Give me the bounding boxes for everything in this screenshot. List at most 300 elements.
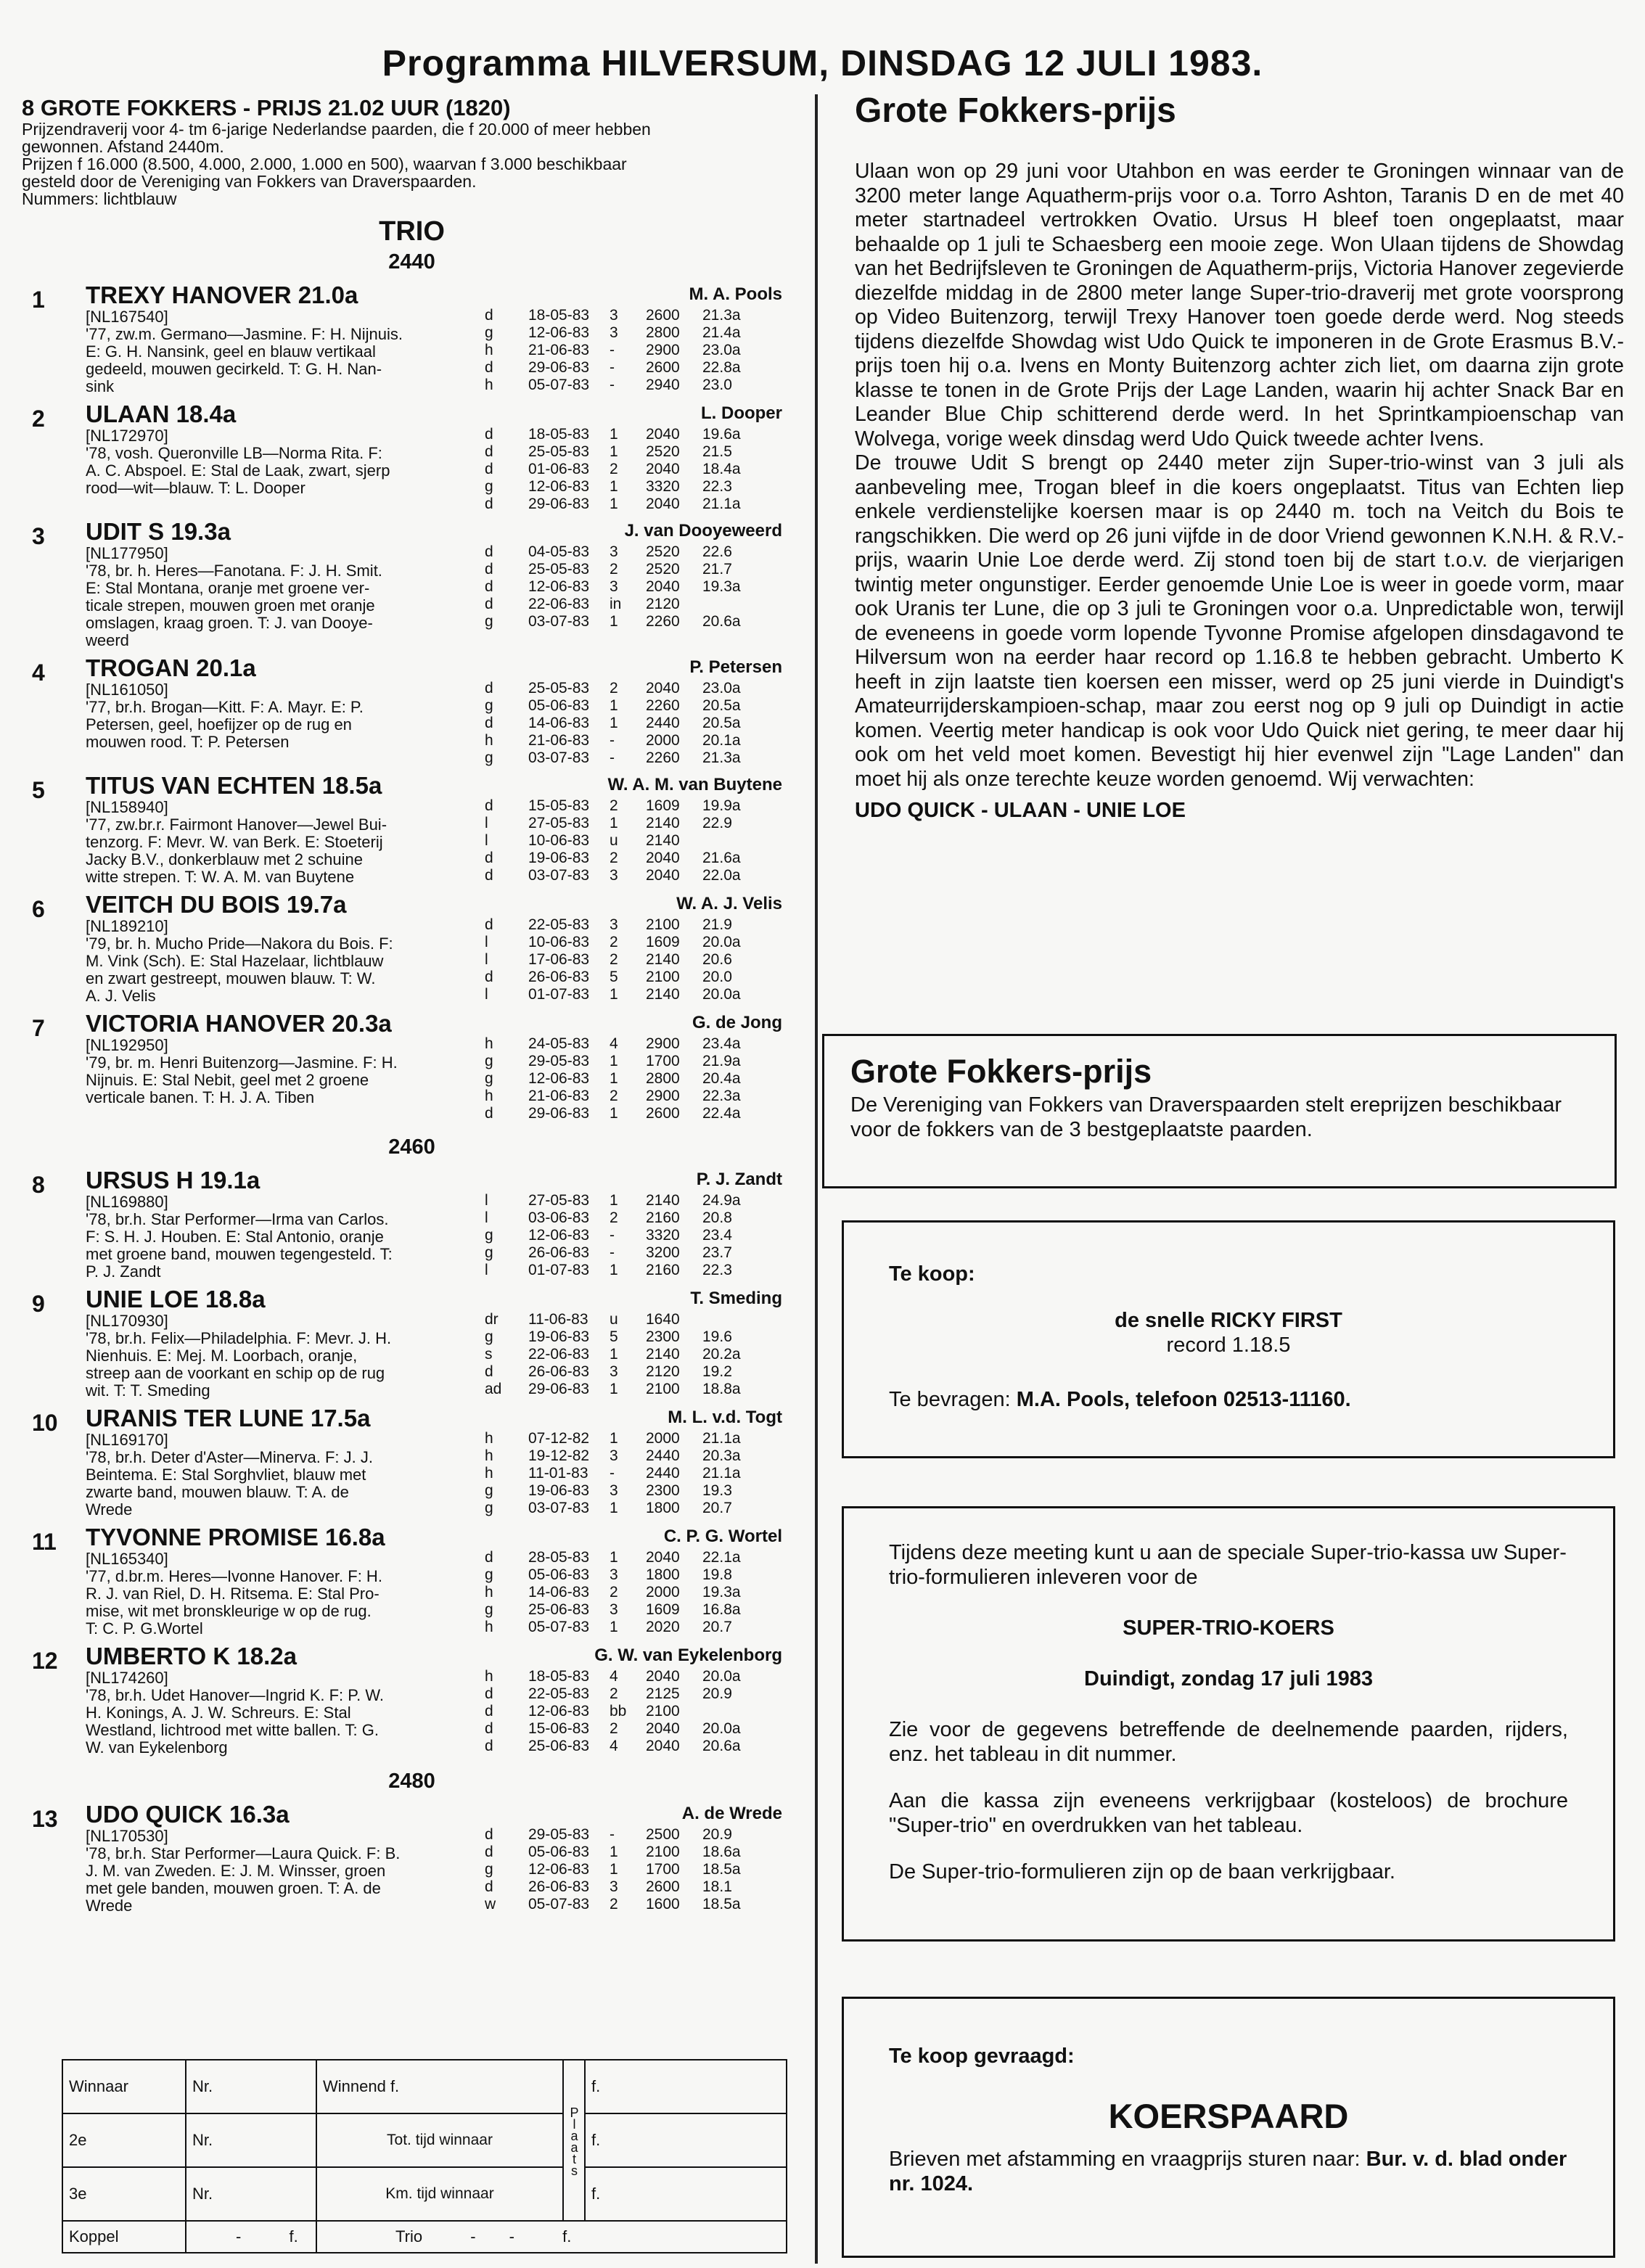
trio-label: Trio (395, 2227, 423, 2246)
result-row (485, 1861, 782, 1878)
result-distance: 2040 (646, 578, 680, 595)
result-place: 2 (610, 1896, 618, 1912)
horse-number: 1 (32, 287, 45, 313)
result-date: 22-05-83 (528, 916, 590, 933)
result-place: 3 (610, 1601, 618, 1618)
result-date: 12-06-83 (528, 1861, 590, 1878)
result-date: 29-05-83 (528, 1053, 590, 1069)
supertrio-box (842, 1506, 1615, 1942)
horse-form (485, 655, 782, 767)
distance-heading: 2440 (388, 250, 435, 274)
article-body: Ulaan won op 29 juni voor Utahbon en was eerder te Groningen winnaar van de 3200 meter lange Aquatherm-prijs voor o.a. Torro Ashton, Taranis D en de met 40 meter startnadeel vertrokken Ovatio. Ursus H bleef toen ongeplaatst, maar behaalde op 1 juli te Schaesberg een mooie zege. Won Ulaan tijdens de Showdag van het Bedrijfsleven te Groningen de Aquatherm-prijs, Victoria Hanover zegevierde diezelfde middag in de 2800 meter lange Super-trio-draverij met grote voorsprong op Video Buitenzorg, terwijl Trexy Hanover toen goede derde werd. Nog steeds tijdens diezelfde Showdag wist Udo Quick te imponeren in de Grote Erasmus B.V.-prijs toen hij o.a. Ivens en Monty Buitenzorg achter zich liet, om daarna zijn grote klasse te tonen in de Grote Prijs der Lage Landen, waarin hij achter Snack Bar en Leander Blue Chip schitterend derde werd. In het Sprintkampioenschap van Wolvega, vorige week dinsdag werd Udo Quick tweede achter Ivens. De trouwe Udit S brengt op 2440 meter zijn Super-trio-winst van 3 juli als aanbeveling mee, Trogan bleef in die koers ongeplaatst. Titus van Echten liep enkele verdienstelijke koersen maar is op 2440 m. toch na Veitch du Bois te rangschikken. Die werd op 26 juni vijfde in de door Vriend gewonnen K.N.H. & R.V.-prijs, waarin Unie Loe derde werd. Zij stond toen bij de start t.o.v. de vierjarigen twintig meter ongunstiger. Eerder genoemde Unie Loe is weer in goede vorm, maar ook Uranis ter Lune, die op 3 juli te Groningen voor o.a. Unpredictable won, terwijl de eveneens in goede vorm lopende Tyvonne Promise afgelopen dinsdagavond te Hilversum won na eerder haar record op 1.16.8 te hebben gebracht. Umberto K heeft in zijn laatste tien koersen een misser, werd op 25 juni vierde in Duindigt's Amateurrijderskampioen-schap, maar zou eerst nog op 9 juli op Duindigt in actie komen. Veertig meter handicap is ook voor Udo Quick niet gering, te meer daar hij ook om het veld moet komen. Bevestigt hij hier evenwel zijn "Lage Landen" dan moet hij als onze terechte keuze worden genoemd. Wij verwachten: (855, 160, 1624, 791)
prizes-text: De Vereniging van Fokkers van Draverspaarden stelt ereprijzen beschikbaar voor de fokkers van de 3 bestgeplaatste paarden. (850, 1093, 1562, 1141)
result-row (485, 496, 782, 513)
result-date: 19-06-83 (528, 1482, 590, 1499)
result-distance: 2140 (646, 951, 680, 968)
result-place: 3 (610, 1447, 618, 1464)
horse-driver: M. A. Pools (689, 284, 782, 304)
horse-code: [NL169170] (86, 1431, 168, 1449)
result-distance: 2900 (646, 342, 680, 358)
horse-code: [NL192950] (86, 1036, 168, 1054)
result-date: 26-06-83 (528, 1363, 590, 1380)
result-date: 04-05-83 (528, 543, 590, 560)
result-row (485, 1601, 782, 1619)
result-date: 05-07-83 (528, 1896, 590, 1912)
result-distance: 2040 (646, 426, 680, 443)
result-row (485, 613, 782, 630)
result-distance: 2440 (646, 1465, 680, 1482)
result-date: 24-05-83 (528, 1035, 590, 1052)
result-date: 12-06-83 (528, 578, 590, 595)
horse-driver: A. de Wrede (681, 1804, 782, 1823)
horse-form (485, 1011, 782, 1122)
result-place: 1 (610, 426, 618, 443)
result-time: 19.3a (702, 1584, 741, 1601)
horse-entry (22, 1405, 802, 1519)
result-distance: 2140 (646, 832, 680, 849)
horse-info (86, 1011, 477, 1122)
result-date: 01-06-83 (528, 461, 590, 477)
horse-number: 12 (32, 1648, 58, 1674)
result-distance: 2900 (646, 1088, 680, 1104)
horse-number: 2 (32, 406, 45, 432)
result-distance: 2100 (646, 1844, 680, 1860)
result-time: 20.0a (702, 1720, 741, 1737)
sale-record: record 1.18.5 (1166, 1334, 1291, 1357)
result-row (485, 1844, 782, 1861)
sale-contact (889, 1388, 1568, 1412)
result-place: 2 (610, 951, 618, 968)
result-place: 1 (610, 1500, 618, 1516)
result-track: l (485, 1192, 488, 1209)
result-date: 26-06-83 (528, 969, 590, 985)
result-distance: 2260 (646, 613, 680, 630)
horse-driver: C. P. G. Wortel (663, 1527, 782, 1546)
wanted-box (842, 1997, 1615, 2258)
horse-name: VICTORIA HANOVER 20.3a (86, 1010, 392, 1037)
result-place: 4 (610, 1738, 618, 1754)
result-distance: 2020 (646, 1619, 680, 1635)
result-row (485, 1566, 782, 1584)
result-place: 1 (610, 1430, 618, 1447)
sale-ask-contact: M.A. Pools, telefoon 02513-11160. (1016, 1388, 1351, 1411)
result-distance: 2440 (646, 715, 680, 731)
horse-number: 5 (32, 777, 45, 803)
result-time: 20.0 (702, 969, 732, 985)
result-place: 1 (610, 478, 618, 495)
horse-code: [NL169880] (86, 1193, 168, 1211)
result-distance: 1640 (646, 1311, 680, 1328)
nr-label: Nr. (186, 2060, 316, 2113)
result-date: 11-06-83 (528, 1311, 588, 1328)
horse-info (86, 892, 477, 1005)
horse-form (485, 1524, 782, 1638)
horse-form (485, 892, 782, 1005)
horse-name: TREXY HANOVER 21.0a (86, 282, 358, 308)
koppel-label: Koppel (62, 2221, 186, 2253)
result-track: l (485, 1262, 488, 1278)
result-distance: 2520 (646, 443, 680, 460)
horse-number: 4 (32, 660, 45, 686)
result-date: 22-05-83 (528, 1685, 590, 1702)
supertrio-date: Duindigt, zondag 17 juli 1983 (1084, 1667, 1373, 1690)
result-track: g (485, 1328, 493, 1345)
result-date: 19-06-83 (528, 1328, 590, 1345)
plaats-label: Plaats (563, 2060, 585, 2221)
result-date: 01-07-83 (528, 1262, 590, 1278)
result-track: d (485, 443, 493, 460)
result-date: 28-05-83 (528, 1549, 590, 1566)
horse-description: '77, br.h. Brogan—Kitt. F: A. Mayr. E: P. Petersen, geel, hoefijzer op de rug en mouwen rood. T: P. Petersen (86, 698, 364, 751)
result-distance: 2000 (646, 1584, 680, 1601)
horse-entry (22, 892, 802, 1005)
horse-group-2460 (22, 1167, 802, 1757)
result-distance: 2600 (646, 307, 680, 324)
result-distance: 2100 (646, 1703, 680, 1720)
result-date: 11-01-83 (528, 1465, 588, 1482)
result-place: 2 (610, 1209, 618, 1226)
result-track: d (485, 867, 493, 884)
result-date: 26-06-83 (528, 1878, 590, 1895)
result-distance: 1700 (646, 1053, 680, 1069)
result-time: 22.3 (702, 1262, 732, 1278)
result-row (485, 832, 782, 850)
horse-name: UMBERTO K 18.2a (86, 1643, 297, 1669)
horse-code: [NL189210] (86, 917, 168, 935)
result-track: h (485, 1447, 493, 1464)
result-track: d (485, 543, 493, 560)
horse-entry (22, 1524, 802, 1638)
result-distance: 2160 (646, 1209, 680, 1226)
result-place: 3 (610, 916, 618, 933)
result-place: - (610, 342, 615, 358)
result-track: g (485, 1053, 493, 1069)
result-place: 1 (610, 1192, 618, 1209)
horse-number: 7 (32, 1015, 45, 1041)
result-track: w (485, 1896, 496, 1912)
horse-info (86, 773, 477, 886)
result-time: 23.0 (702, 377, 732, 393)
article-pick: UDO QUICK - ULAAN - UNIE LOE (855, 799, 1186, 822)
result-distance: 2800 (646, 1070, 680, 1087)
result-track: g (485, 1482, 493, 1499)
result-distance: 1609 (646, 934, 680, 950)
result-row (485, 1192, 782, 1209)
result-distance: 1609 (646, 797, 680, 814)
result-track: h (485, 1088, 493, 1104)
horse-driver: G. W. van Eykelenborg (594, 1645, 782, 1665)
result-track: d (485, 680, 493, 697)
horse-number: 13 (32, 1806, 58, 1832)
result-time: 20.6a (702, 1738, 741, 1754)
race-line: Prijzendraverij voor 4- tm 6-jarige Nederlandse paarden, die f 20.000 of meer hebben (22, 120, 651, 139)
result-distance: 2100 (646, 969, 680, 985)
result-time: 19.3a (702, 578, 741, 595)
result-place: 2 (610, 797, 618, 814)
horse-driver: M. L. v.d. Togt (668, 1408, 782, 1427)
result-track: d (485, 1685, 493, 1702)
f-label: f. (289, 2227, 298, 2246)
result-place: 1 (610, 1070, 618, 1087)
result-date: 03-07-83 (528, 613, 590, 630)
wanted-title: KOERSPAARD (1108, 2097, 1349, 2135)
result-place: in (610, 596, 622, 612)
result-date: 01-07-83 (528, 986, 590, 1003)
result-time: 21.6a (702, 850, 741, 866)
result-place: 2 (610, 934, 618, 950)
result-row (485, 1465, 782, 1482)
result-date: 19-06-83 (528, 850, 590, 866)
result-distance: 2140 (646, 815, 680, 831)
horse-description: '77, zw.br.r. Fairmont Hanover—Jewel Bui- tenzorg. F: Mevr. W. van Berk. E: Stoeterij Jacky B.V., donkerblauw met 2 schuine witte strepen. T: W. A. M. van Buytene (86, 815, 387, 886)
result-time: 23.7 (702, 1244, 732, 1261)
tweede-label: 2e (62, 2113, 186, 2167)
result-row (485, 815, 782, 832)
result-time: 22.1a (702, 1549, 741, 1566)
result-row (485, 1070, 782, 1088)
horse-description: '77, d.br.m. Heres—Ivonne Hanover. F: H. R. J. van Riel, D. H. Ritsema. E: Stal Pro- mise, wit met bronskleurige w op de rug. T: C. P. G.Wortel (86, 1567, 382, 1638)
result-distance: 2440 (646, 1447, 680, 1464)
supertrio-intro: Tijdens deze meeting kunt u aan de speciale Super-trio-kassa uw Super-trio-formulieren inleveren voor de (889, 1541, 1567, 1589)
result-time: 23.4 (702, 1227, 732, 1244)
result-time: 20.8 (702, 1209, 732, 1226)
horse-number: 6 (32, 896, 45, 922)
race-line: gewonnen. Afstand 2440m. (22, 137, 224, 156)
result-place: 1 (610, 1844, 618, 1860)
result-place: 2 (610, 850, 618, 866)
horse-code: [NL170530] (86, 1827, 168, 1845)
horse-driver: P. J. Zandt (696, 1170, 782, 1189)
result-row (485, 1346, 782, 1363)
horse-entry (22, 519, 802, 649)
result-date: 18-05-83 (528, 1668, 590, 1685)
result-place: - (610, 749, 615, 766)
result-date: 18-05-83 (528, 307, 590, 324)
result-time: 20.2a (702, 1346, 741, 1363)
result-track: d (485, 359, 493, 376)
result-row (485, 1227, 782, 1244)
race-column (22, 96, 802, 1915)
result-time: 21.7 (702, 561, 732, 578)
result-place: 3 (610, 307, 618, 324)
result-time: 22.3 (702, 478, 732, 495)
wanted-text-plain: Brieven met afstamming en vraagprijs sturen naar: (889, 2148, 1366, 2171)
result-time: 22.3a (702, 1088, 741, 1104)
result-track: g (485, 1244, 493, 1261)
result-place: u (610, 1311, 618, 1328)
supertrio-p1: Zie voor de gegevens betreffende de deelnemende paarden, rijders, enz. het tableau in dit nummer. (889, 1718, 1568, 1766)
result-track: d (485, 969, 493, 985)
result-time: 19.3 (702, 1482, 732, 1499)
result-date: 19-12-82 (528, 1447, 590, 1464)
horse-name: UNIE LOE 18.8a (86, 1286, 266, 1312)
result-track: l (485, 951, 488, 968)
result-time: 20.4a (702, 1070, 741, 1087)
result-time: 20.5a (702, 697, 741, 714)
result-track: g (485, 1500, 493, 1516)
result-track: l (485, 986, 488, 1003)
dash: - (236, 2227, 242, 2246)
result-place: 1 (610, 697, 618, 714)
horse-form (485, 282, 782, 395)
result-track: s (485, 1346, 493, 1363)
winnend-label: Winnend f. (316, 2060, 563, 2113)
horse-group-2480 (22, 1801, 802, 1915)
result-time: 18.1 (702, 1878, 732, 1895)
result-track: g (485, 1566, 493, 1583)
result-date: 12-06-83 (528, 324, 590, 341)
page-title: Programma HILVERSUM, DINSDAG 12 JULI 1983. (382, 43, 1263, 83)
result-row (485, 307, 782, 324)
result-row (485, 1738, 782, 1755)
result-distance: 2600 (646, 1105, 680, 1122)
result-time: 20.9 (702, 1826, 732, 1843)
result-row (485, 1244, 782, 1262)
result-place: 3 (610, 1482, 618, 1499)
result-place: 1 (610, 1262, 618, 1278)
horse-code: [NL172970] (86, 427, 168, 445)
result-distance: 2260 (646, 697, 680, 714)
result-row (485, 934, 782, 951)
result-row (485, 916, 782, 934)
result-distance: 2040 (646, 1549, 680, 1566)
race-conditions (22, 120, 802, 208)
result-date: 03-07-83 (528, 867, 590, 884)
result-date: 12-06-83 (528, 1227, 590, 1244)
result-place: 4 (610, 1035, 618, 1052)
result-place: u (610, 832, 618, 849)
result-track: h (485, 1035, 493, 1052)
result-time: 22.9 (702, 815, 732, 831)
result-row (485, 1720, 782, 1738)
horse-info (86, 282, 477, 395)
result-date: 17-06-83 (528, 951, 590, 968)
horse-entry (22, 1643, 802, 1757)
result-distance: 2040 (646, 850, 680, 866)
result-distance: 1700 (646, 1861, 680, 1878)
result-row (485, 1500, 782, 1517)
f-label: f. (562, 2227, 572, 2246)
result-place: - (610, 1244, 615, 1261)
wanted-text-bold: Bur. v. d. blad onder nr. 1024. (889, 2148, 1567, 2195)
result-row (485, 478, 782, 496)
result-row (485, 1430, 782, 1447)
result-place: 3 (610, 867, 618, 884)
result-distance: 2600 (646, 359, 680, 376)
result-date: 15-06-83 (528, 1720, 590, 1737)
result-time (702, 832, 768, 850)
result-distance: 2000 (646, 732, 680, 749)
sale-ask-label: Te bevragen: (889, 1388, 1017, 1411)
result-distance: 2040 (646, 1720, 680, 1737)
result-distance: 2600 (646, 1878, 680, 1895)
trio-values (316, 2221, 787, 2253)
nr-label: Nr. (186, 2113, 316, 2167)
result-track: h (485, 732, 493, 749)
result-date: 27-05-83 (528, 815, 590, 831)
result-row (485, 1896, 782, 1913)
result-track: d (485, 1878, 493, 1895)
result-time (702, 596, 768, 613)
result-distance: 2520 (646, 561, 680, 578)
result-place: 2 (610, 1088, 618, 1104)
result-date: 29-06-83 (528, 1105, 590, 1122)
result-date: 05-06-83 (528, 1844, 590, 1860)
result-date: 12-06-83 (528, 1703, 590, 1720)
result-place: bb (610, 1703, 627, 1720)
result-time: 24.9a (702, 1192, 741, 1209)
tot-tijd-label: Tot. tijd winnaar (316, 2113, 563, 2167)
result-track: ad (485, 1381, 502, 1397)
result-time: 20.7 (702, 1500, 732, 1516)
result-time: 21.3a (702, 749, 741, 766)
result-row (485, 1209, 782, 1227)
horse-driver: P. Petersen (689, 657, 782, 677)
sale-box (842, 1220, 1615, 1458)
result-row (485, 797, 782, 815)
dash: - (509, 2227, 514, 2246)
result-date: 12-06-83 (528, 478, 590, 495)
horse-info (86, 655, 477, 767)
result-time: 21.9a (702, 1053, 741, 1069)
horse-code: [NL167540] (86, 308, 168, 326)
horse-form (485, 1167, 782, 1281)
result-time: 19.9a (702, 797, 741, 814)
result-date: 25-06-83 (528, 1601, 590, 1618)
koppel-values (186, 2221, 316, 2253)
result-time: 23.4a (702, 1035, 741, 1052)
result-row (485, 1878, 782, 1896)
result-place: - (610, 1826, 615, 1843)
result-place: - (610, 359, 615, 376)
horse-name: URANIS TER LUNE 17.5a (86, 1405, 371, 1431)
result-row (485, 850, 782, 867)
result-row (485, 1584, 782, 1601)
result-place: 1 (610, 715, 618, 731)
result-date: 03-07-83 (528, 1500, 590, 1516)
result-place: 1 (610, 496, 618, 512)
result-date: 21-06-83 (528, 732, 590, 749)
result-row (485, 1105, 782, 1122)
result-place: 4 (610, 1668, 618, 1685)
result-place: 5 (610, 1328, 618, 1345)
prizes-heading: Grote Fokkers-prijs (850, 1053, 1152, 1090)
result-date: 14-06-83 (528, 1584, 590, 1601)
result-distance: 1800 (646, 1566, 680, 1583)
result-track: d (485, 496, 493, 512)
result-row (485, 1619, 782, 1636)
result-time: 22.8a (702, 359, 741, 376)
result-row (485, 561, 782, 578)
nr-label: Nr. (186, 2167, 316, 2221)
result-track: h (485, 1619, 493, 1635)
result-time: 21.4a (702, 324, 741, 341)
result-track: g (485, 324, 493, 341)
result-time: 20.6 (702, 951, 732, 968)
distance-heading: 2460 (388, 1135, 435, 1159)
dash: - (470, 2227, 476, 2246)
supertrio-p3: De Super-trio-formulieren zijn op de baan verkrijgbaar. (889, 1860, 1395, 1883)
horse-driver: G. de Jong (692, 1013, 782, 1032)
result-distance: 2040 (646, 1668, 680, 1685)
horse-description: '79, br. m. Henri Buitenzorg—Jasmine. F: H. Nijnuis. E: Stal Nebit, geel met 2 groene verticale banen. T: H. J. A. Tiben (86, 1053, 398, 1106)
result-row (485, 1088, 782, 1105)
result-time: 21.5 (702, 443, 732, 460)
horse-code: [NL177950] (86, 544, 168, 562)
result-track: d (485, 578, 493, 595)
winnaar-label: Winnaar (62, 2060, 186, 2113)
result-place: 2 (610, 680, 618, 697)
